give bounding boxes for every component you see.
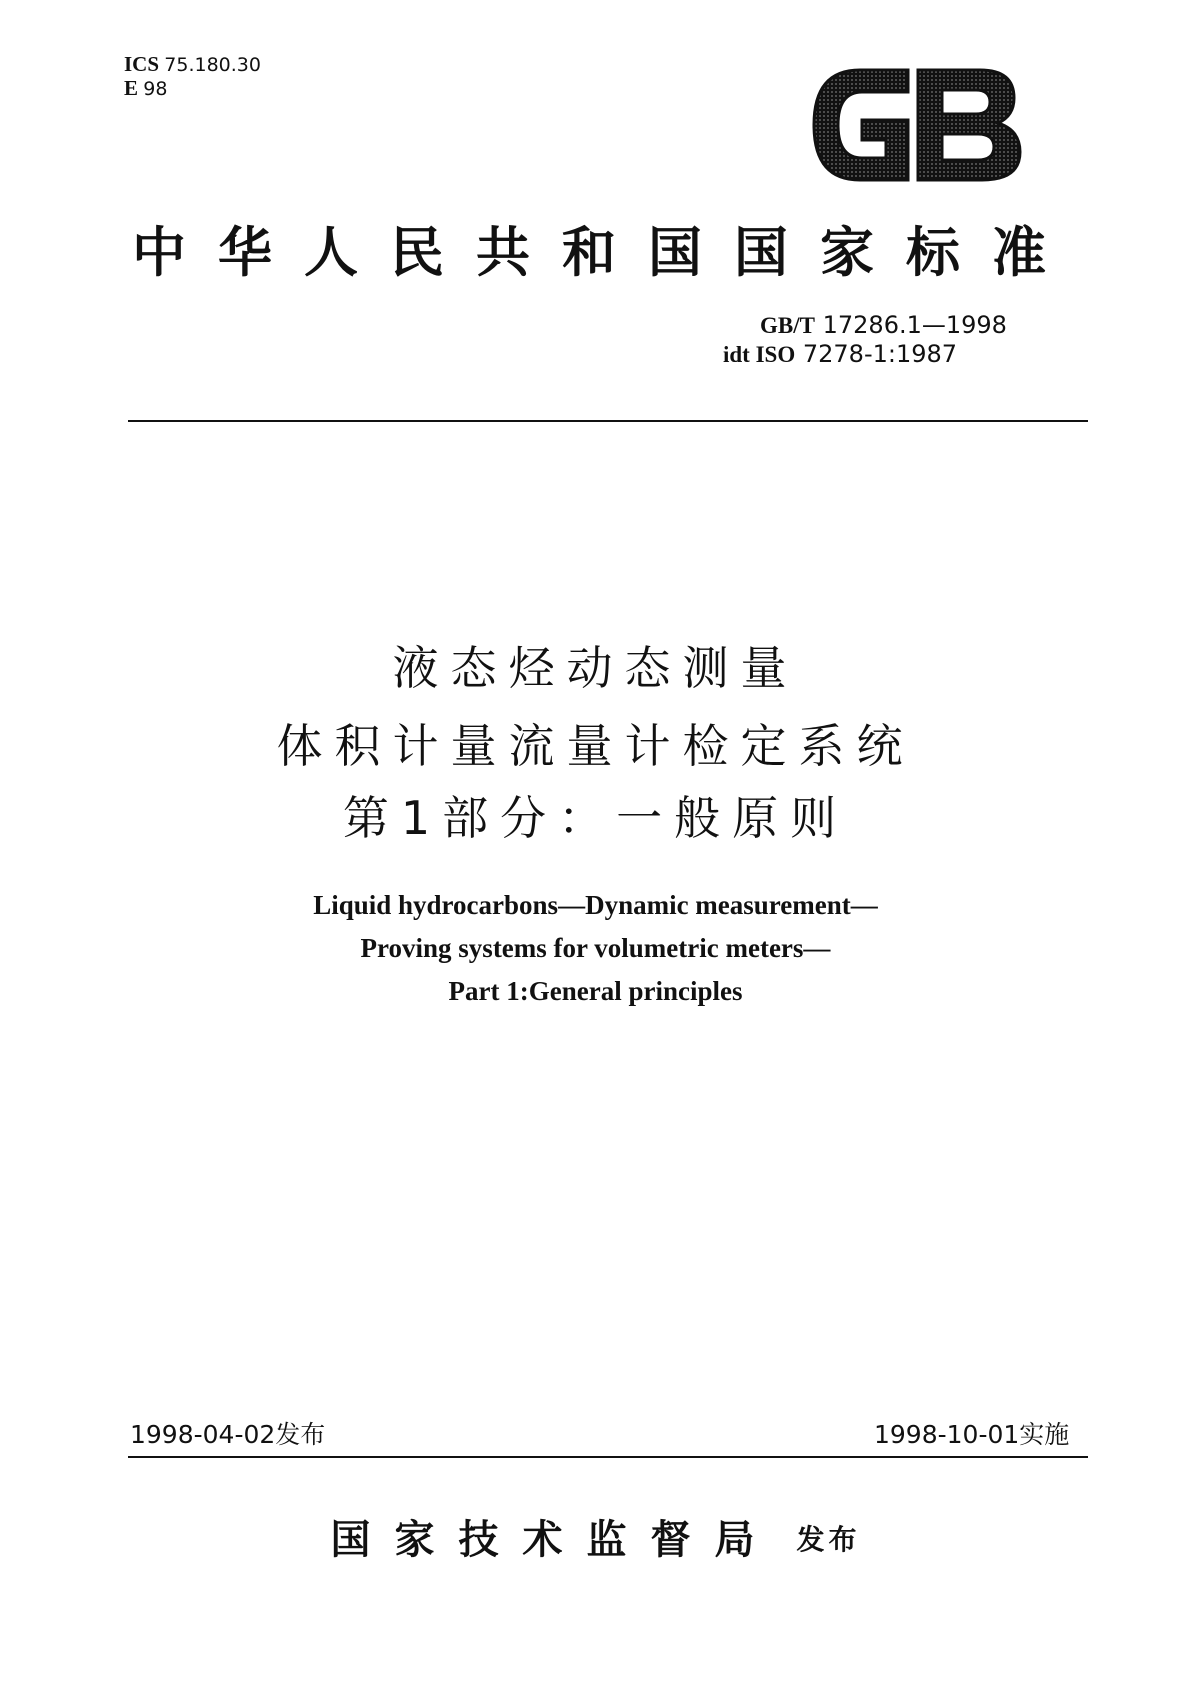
- issuer: [120, 1516, 1071, 1564]
- standard-number-value: 17286.1—1998: [822, 311, 1007, 339]
- national-standard-title: 中华人民共和国国家标准: [132, 220, 1078, 284]
- issued-label: 发布: [275, 1420, 326, 1449]
- ics-value: 75.180.30: [164, 54, 261, 76]
- ccs-value: 98: [143, 78, 168, 100]
- standard-prefix: GB/T: [760, 313, 815, 338]
- header-divider: [128, 420, 1088, 422]
- title-en-line1: Liquid hydrocarbons—Dynamic measurement—: [313, 890, 878, 920]
- ics-code: [124, 52, 261, 77]
- ccs-code: [124, 76, 167, 101]
- title-en-line2: Proving systems for volumetric meters—: [360, 933, 831, 963]
- footer-divider: [128, 1456, 1088, 1458]
- issuer-action: 发布: [796, 1523, 861, 1556]
- effective-date: [874, 1420, 1069, 1450]
- gb-logo: [810, 66, 1024, 184]
- ics-label: ICS: [124, 52, 160, 76]
- issuer-name: 国家技术监督局: [330, 1516, 779, 1563]
- ccs-label: E: [124, 76, 139, 100]
- idt-number: 7278-1:1987: [802, 340, 958, 368]
- title-en-line3: Part 1:General principles: [448, 976, 743, 1006]
- issued-date: [130, 1420, 325, 1450]
- effective-label: 实施: [1019, 1420, 1070, 1449]
- idt-reference: [723, 339, 957, 370]
- title-zh-line1: 液态烃动态测量: [392, 641, 799, 695]
- title-zh-line3: 第1部分：一般原则: [342, 791, 849, 845]
- effective-date-value: 1998-10-01: [874, 1420, 1020, 1449]
- title-zh-line2: 体积计量流量计检定系统: [276, 719, 915, 773]
- issued-date-value: 1998-04-02: [130, 1420, 276, 1449]
- standard-number: [760, 310, 1007, 341]
- idt-prefix: idt ISO: [723, 342, 796, 367]
